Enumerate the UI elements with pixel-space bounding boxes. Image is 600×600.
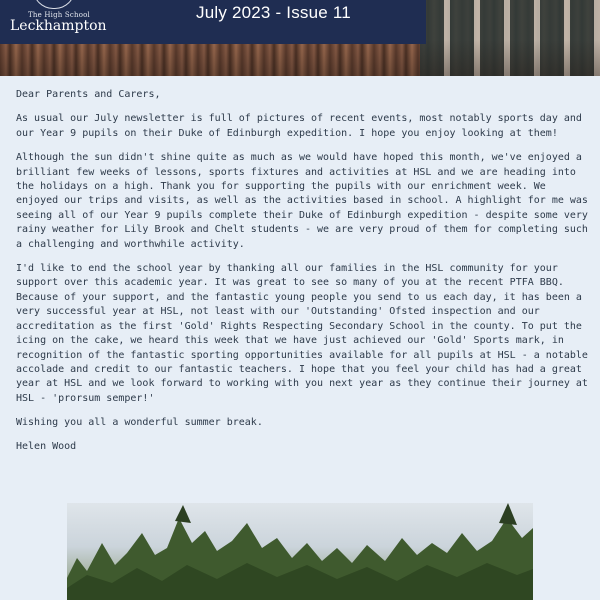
paragraph-1: As usual our July newsletter is full of pictures of recent events, most notably sports day and our Year 9 pupils on their Duke of Edinburgh expedition. I hope you enjoy looking at them!: [16, 113, 582, 139]
letter-body: [16, 88, 590, 464]
closing: Wishing you all a wonderful summer break.: [16, 417, 263, 429]
paragraph-3: I'd like to end the school year by thanking all our families in the HSL community for your support over this academic year. It was great to see so many of you at the recent PTFA BBQ. Because of your support, and the fantastic young people you send to us each day, it has been a very successful year at HSL, not least with our 'Outstanding' Ofsted inspection and our accreditation as the first 'Gold' Rights Respecting Secondary School in the county. To put the icing on the cake, we heard this week that we have just achieved our 'Gold' Sports mark, in recognition of the fantastic sporting opportunities available for all pupils at HSL - a notable accolade and credit to our fantastic teachers. I hope that you feel your child has had a great year at HSL and we look forward to working with you next year as they continue their journey at HSL - 'prorsum semper!': [16, 263, 588, 404]
school-subtitle: The High School: [28, 11, 90, 19]
title-bar: [0, 0, 426, 44]
issue-title: July 2023 - Issue 11: [196, 3, 351, 22]
school-name: Leckhampton: [10, 18, 107, 34]
paragraph-2: Although the sun didn't shine quite as much as we would have hoped this month, we've enjoyed a brilliant few weeks of lessons, sports fixtures and activities at HSL and we are heading into the holidays on a high. Thank you for supporting the pupils with our enrichment week. We enjoyed our trips and visits, as well as the activities based in school. A highlight for me was seeing all of our Year 9 pupils complete their Duke of Edinburgh expedition - despite some very rainy weather for Lily Brook and Chelt students - we are very proud of them for completing such a challenging and worthwhile activity.: [16, 152, 588, 250]
header-banner: [0, 0, 600, 76]
greeting: Dear Parents and Carers,: [16, 89, 161, 100]
school-crest-icon: [33, 0, 75, 9]
signature: Helen Wood: [16, 440, 77, 452]
tree-scene: [67, 503, 533, 600]
trees-photo: [67, 503, 533, 600]
